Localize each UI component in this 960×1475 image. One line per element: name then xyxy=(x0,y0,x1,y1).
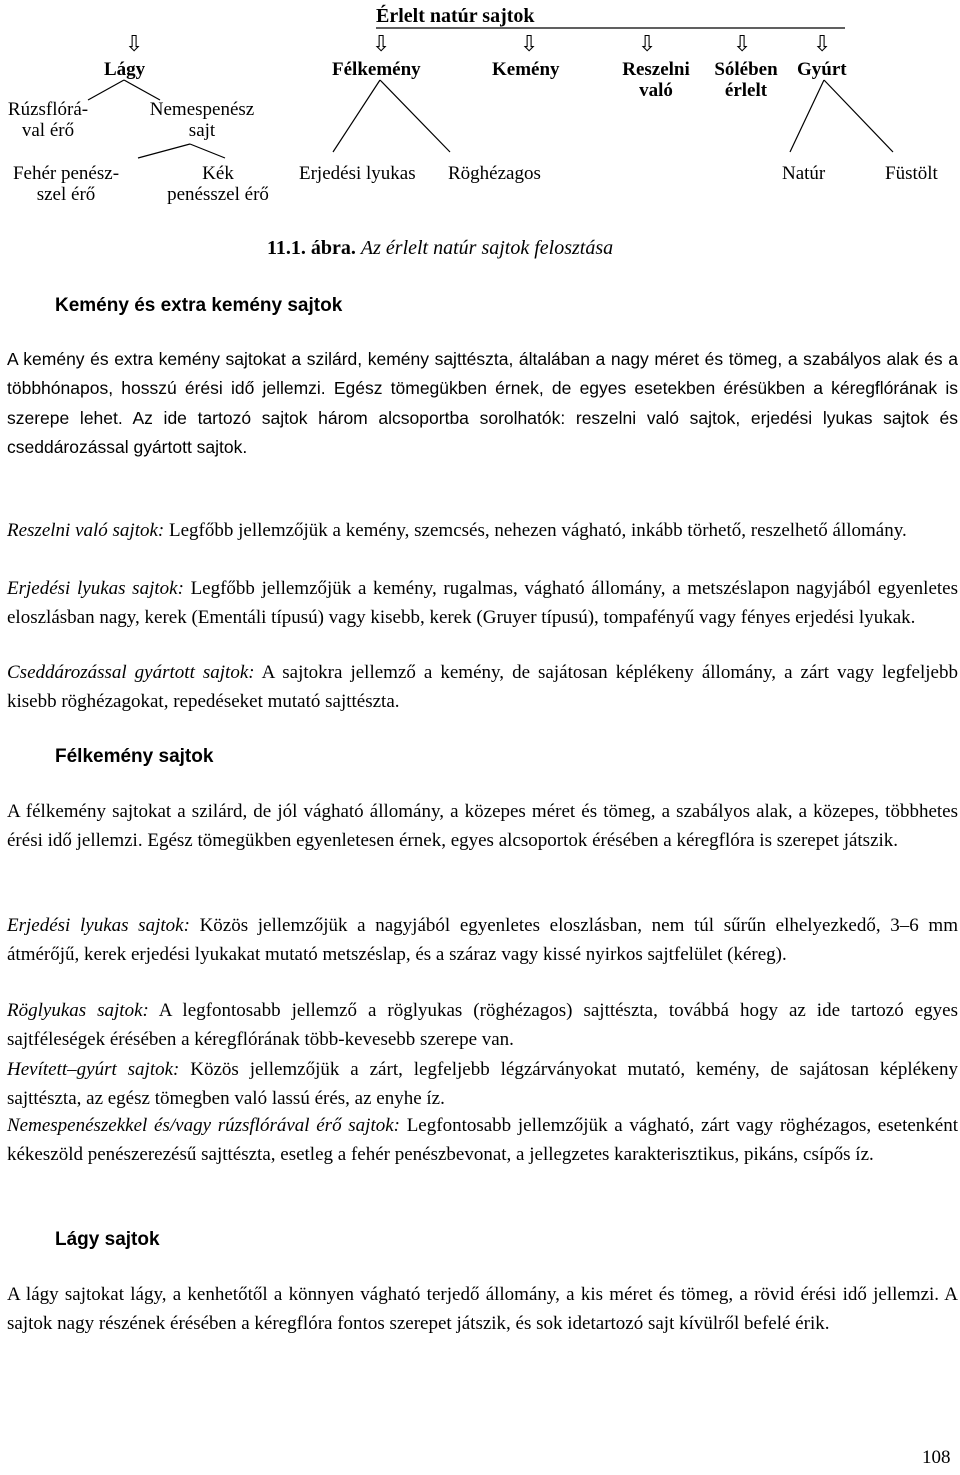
node-roghezagos: Röghézagos xyxy=(448,163,541,184)
down-arrow-icon: ⇩ xyxy=(733,32,752,57)
paragraph-hevitett-gyurt xyxy=(7,1055,958,1114)
section-heading-lagy: Lágy sajtok xyxy=(55,1229,160,1250)
section-heading-felkemeny: Félkemény sajtok xyxy=(55,746,214,767)
node-feher-penesz: Fehér penész- szel érő xyxy=(12,163,120,205)
node-felkemeny: Félkemény xyxy=(332,59,421,80)
paragraph-erjedesi-lyukas-felkemeny xyxy=(7,911,958,970)
item-label: Hevített–gyúrt sajtok: xyxy=(7,1059,180,1080)
node-natur: Natúr xyxy=(782,163,826,184)
item-text: Közös jellemzőjük a nagyjából egyenletes eloszlásban, nem túl sűrűn elhelyezkedő, 3–6 mm átmérőjű, kerek erjedési lyukakat mutató metszéslap, és a száraz vagy kissé nyirkos sajtfelület (kéreg). xyxy=(7,915,958,966)
item-label: Cseddározással gyártott sajtok: xyxy=(7,662,255,683)
item-label: Nemespenészekkel és/vagy rúzsflórával érő sajtok: xyxy=(7,1115,400,1136)
down-arrow-icon: ⇩ xyxy=(520,32,539,57)
node-ruzsflora: Rúzsflórá- val érő xyxy=(7,99,89,141)
item-label: Reszelni való sajtok: xyxy=(7,520,165,541)
item-label: Röglyukas sajtok: xyxy=(7,1000,149,1021)
node-fustolt: Füstölt xyxy=(885,163,938,184)
item-label: Erjedési lyukas sajtok: xyxy=(7,915,190,936)
paragraph-roglyukas xyxy=(7,996,958,1055)
paragraph-felkemeny-intro: A félkemény sajtokat a szilárd, de jól vágható állomány, a közepes méret és tömeg, a szabályos alak, a közepes, többhetes érési idő jellemzi. Egész tömegükben egyenletesen érnek, egyes alcsoportok érésében a kéregflóra is szerepet játszik. xyxy=(7,801,958,852)
figure-caption-text: Az érlelt natúr sajtok felosztása xyxy=(360,237,614,259)
down-arrow-icon: ⇩ xyxy=(813,32,832,57)
paragraph-erjedesi-lyukas-kemeny xyxy=(7,574,958,633)
paragraph-cseddarozassal xyxy=(7,658,958,717)
item-label: Erjedési lyukas sajtok: xyxy=(7,578,184,599)
item-text: Legfontosabb jellemzőjük a vágható, zárt vagy röghézagos, esetenként kékeszöld penészerezésű sajttészta, esetleg a fehér penészbevonat, a jellegzetes karakterisztikus, pikáns, csípős íz. xyxy=(7,1115,958,1166)
page-number: 108 xyxy=(922,1447,951,1468)
item-text: Közös jellemzőjük a zárt, legfeljebb légzárványokat mutató, kemény, de sajátosan képlékeny sajttészta, az egész tömegben való lassú érés, az enyhe íz. xyxy=(7,1059,958,1110)
node-kemeny: Kemény xyxy=(492,59,560,80)
node-kek-penesz: Kék penésszel érő xyxy=(167,163,269,205)
paragraph-nemespeneszekkel xyxy=(7,1111,958,1170)
node-erjedesi-lyukas: Erjedési lyukas xyxy=(299,163,416,184)
item-text: Legfőbb jellemzőjük a kemény, rugalmas, vágható állomány, a metszéslapon nagyjából egyenletes eloszlásban nagy, kerek (Ementáli típusú) vagy kisebb, kerek (Gruyer típusú), tompafényű vagy fényes erjedési lyukak. xyxy=(7,578,959,629)
section-heading-kemeny: Kemény és extra kemény sajtok xyxy=(55,295,343,316)
item-text: Legfőbb jellemzőjük a kemény, szemcsés, nehezen vágható, inkább törhető, reszelhető állomány. xyxy=(164,520,907,541)
node-reszelni-valo: Reszelni való xyxy=(622,59,690,101)
node-gyurt: Gyúrt xyxy=(797,59,847,80)
node-lagy: Lágy xyxy=(104,59,146,80)
figure-caption xyxy=(267,236,613,260)
down-arrow-icon: ⇩ xyxy=(125,32,144,57)
figure-number: 11.1. ábra. xyxy=(267,237,356,259)
node-soleben-erlelt: Sólében érlelt xyxy=(714,59,778,101)
down-arrow-icon: ⇩ xyxy=(638,32,657,57)
item-text: A legfontosabb jellemző a röglyukas (röghézagos) sajttészta, továbbá hogy az ide tartozó egyes sajtféleségek érésében a kéregflórának több-kevesebb szerepe van. xyxy=(7,1000,958,1051)
paragraph-lagy-intro: A lágy sajtokat lágy, a kenhetőtől a könnyen vágható terjedő állomány, a kis méret és tömeg, a rövid érési idő jellemzi. A sajtok nagy részének érésében a kéregflóra fontos szerepet játszik, és sok idetartozó sajt kívülről befelé érik. xyxy=(7,1284,958,1335)
paragraph-reszelni-valo xyxy=(7,516,958,545)
item-text: A sajtokra jellemző a kemény, de sajátosan képlékeny állomány, a zárt vagy legfeljebb kisebb röghézagokat, repedéseket mutató sajttészta. xyxy=(7,662,958,713)
down-arrow-icon: ⇩ xyxy=(372,32,391,57)
diagram-title: Érlelt natúr sajtok xyxy=(376,5,535,27)
node-nemespenesz: Nemespenész sajt xyxy=(149,99,255,141)
paragraph-kemeny-intro: A kemény és extra kemény sajtokat a szilárd, kemény sajttészta, általában a nagy méret és tömeg, a szabályos alak és a többhónapos, hosszú érési idő jellemzi. Egész tömegükben érnek, de egyes esetekben érésükben a kéregflórának is szerepe lehet. Az ide tartozó sajtok három alcsoportba sorolhatók: reszelni való sajtok, erjedési lyukas sajtok és cseddározással gyártott sajtok. xyxy=(7,349,958,458)
